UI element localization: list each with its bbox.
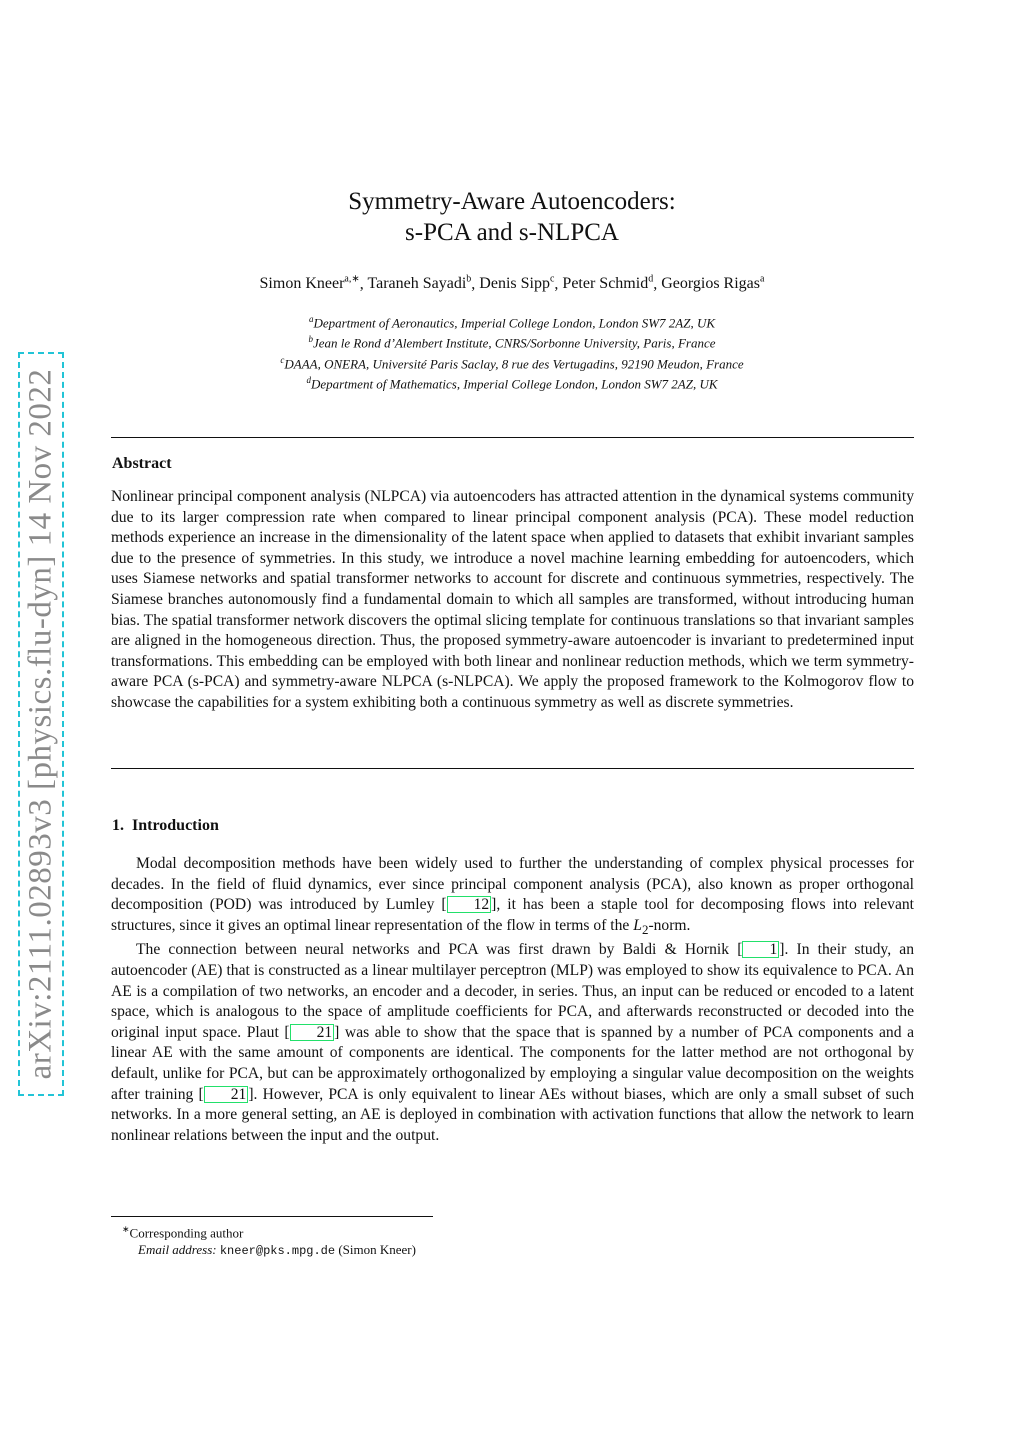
section-number: 1. <box>112 817 124 834</box>
email-address[interactable]: kneer@pks.mpg.de <box>219 1244 336 1259</box>
arxiv-stamp[interactable] <box>18 352 64 1096</box>
introduction-body <box>111 854 914 1146</box>
affiliation: $^b$Jean le Rond d’Alembert Institute, CNRS/Sorbonne University, Paris, France <box>308 334 716 351</box>
affiliation: $^d$Department of Mathematics, Imperial College London, London SW7 2AZ, UK <box>306 374 718 392</box>
citation-link[interactable]: 12 <box>447 896 492 913</box>
author-list: Simon Kneer$^{a,∗}$, Taraneh Sayadi$^b$, Denis Sipp$^c$, Peter Schmid$^d$, Georgios Rigas$^a$ <box>259 274 765 293</box>
footnote <box>122 1221 416 1260</box>
arxiv-identifier: arXiv:2111.02893v3 [physics.flu-dyn] 14 Nov 2022 <box>22 368 59 1080</box>
section-heading <box>112 817 219 835</box>
author: Simon Kneer$^{a,∗}$ <box>259 274 360 293</box>
citation-link[interactable]: 21 <box>290 1024 335 1041</box>
title-line-1: Symmetry-Aware Autoencoders: <box>348 188 676 215</box>
citation-link[interactable]: 1 <box>742 941 779 958</box>
paragraph: The connection between neural networks and PCA was first drawn by Baldi & Hornik [ 1 ]. In their study, an autoencoder (AE) that is constructed as a linear multilayer perceptron (MLP) was employed to show its equivalence to PCA. An AE is a compilation of two networks, an encoder and a decoder, in series. Thus, an input can be reduced or encoded to a latent space, which is analogous to the space of amplitude coefficients for PCA, and afterwards reconstructed or decoded into the original input space. Plaut [ 21 ] was able to show that the space that is spanned by a number of PCA components and a linear AE with the same amount of components are identical. The components for the latter method are not orthogonal by default, unlike for PCA, but can be approximately orthogonalized by employing a singular value decomposition on the weights after training [ 21 ]. However, PCA is only equivalent to linear AEs without biases, which are only a small subset of such networks. In a more general setting, an AE is deployed in combination with activation functions that allow the network to learn nonlinear relations between the input and the output. <box>111 941 915 1144</box>
author: Georgios Rigas$^a$ <box>661 274 765 293</box>
email-line: Email address: kneer@pks.mpg.de (Simon Kneer) <box>138 1242 416 1259</box>
author: Denis Sipp$^c$ <box>479 274 555 293</box>
paragraph: Modal decomposition methods have been widely used to further the understanding of complex physical processes for decades. In the field of fluid dynamics, ever since principal component analysis (PCA), also known as proper orthogonal decomposition (POD) was introduced by Lumley [ 12 ], it has been a staple tool for decomposing flows into relevant structures, since it gives an optimal linear representation of the flow in terms of the $L_2$-norm. <box>111 855 915 937</box>
affiliations <box>112 311 912 392</box>
abstract-text: Nonlinear principal component analysis (NLPCA) via autoencoders has attracted attention in the dynamical systems community due to its larger compression rate when compared to linear principal component analysis (PCA). These model reduction methods experience an increase in the dimensionality of the latent space when applied to datasets that exhibit invariant samples due to the presence of symmetries. In this study, we introduce a novel machine learning embedding for autoencoders, which uses Siamese networks and spatial transformer networks to account for discrete and continuous symmetries, respectively. The Siamese branches autonomously find a fundamental domain to which all samples are transformed, without introducing human bias. The spatial transformer network discovers the optimal slicing template for continuous translations so that invariant samples are aligned in the homogeneous direction. Thus, the proposed symmetry-aware autoencoder is invariant to predetermined input transformations. This embedding can be employed with both linear and nonlinear reduction methods, which we term symmetry-aware PCA (s-PCA) and symmetry-aware NLPCA (s-NLPCA). We apply the proposed framework to the Kolmogorov flow to showcase the capabilities for a system exhibiting both a continuous symmetry as well as discrete symmetries. <box>111 488 914 711</box>
author: Peter Schmid$^d$ <box>562 274 654 293</box>
citation-link[interactable]: 21 <box>204 1086 249 1103</box>
title-line-2: s-PCA and s-NLPCA <box>405 219 619 246</box>
corresponding-author-note: ∗Corresponding author <box>122 1224 244 1241</box>
author: Taraneh Sayadi$^b$ <box>367 274 472 293</box>
affiliation: $^a$Department of Aeronautics, Imperial College London, London SW7 2AZ, UK <box>308 314 716 331</box>
footnote-rule <box>111 1216 433 1217</box>
abstract-heading: Abstract <box>112 455 172 472</box>
paper-title <box>112 186 912 248</box>
section-title: Introduction <box>132 817 219 834</box>
abstract-bottom-rule <box>111 768 914 769</box>
abstract-top-rule <box>111 437 914 438</box>
affiliation: $^c$DAAA, ONERA, Université Paris Saclay, 8 rue des Vertugadins, 92190 Meudon, France <box>280 354 744 371</box>
